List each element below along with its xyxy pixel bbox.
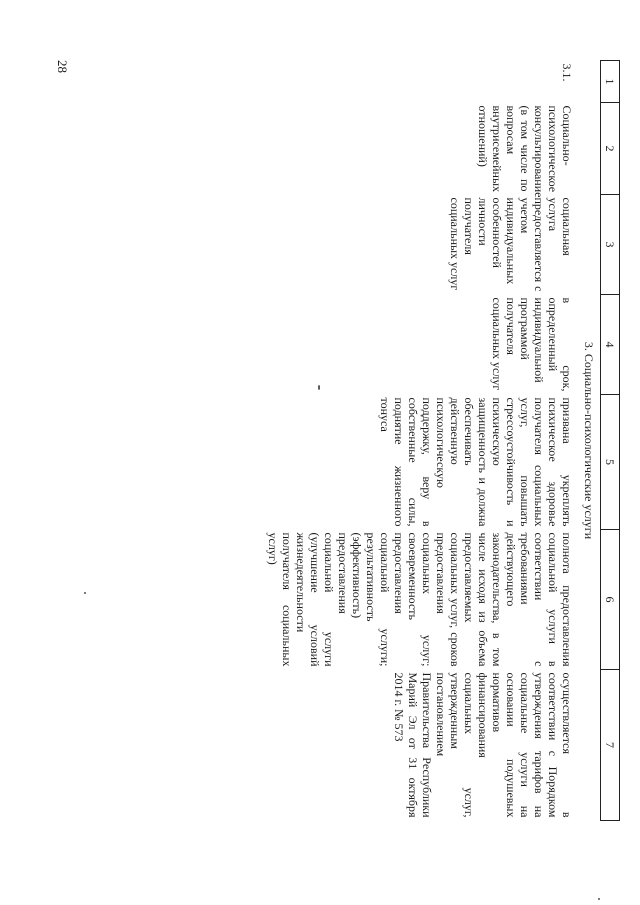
page-number: 28: [55, 60, 70, 73]
service-pricing: осуществляется в соответствии с Порядком утверждения тарифов на социальные услуги на основании подушевых нормативов финансирования социальных услуг, утвержденным постановлением Правительства Республики Марий Эл от 31 октября 2014 г. № 573: [392, 672, 574, 818]
scan-speck: [598, 898, 600, 900]
column-header: 5: [601, 395, 620, 530]
column-header: 7: [601, 670, 620, 821]
scan-speck: [84, 592, 86, 594]
services-table: [262, 60, 620, 821]
service-quality-indicators: призвана укреплять психическое здоровье получателя социальных услуг, повышать стрессоустойчивость и психическую защищенность и должна обеспечивать действенную психологическую поддержку, веру в собственные силы, поднятие жизненного тонуса: [378, 397, 574, 527]
column-header: 6: [601, 530, 620, 670]
section-heading-row: [578, 61, 601, 821]
column-header: 3: [601, 195, 620, 295]
row-number: 3.1.: [560, 63, 574, 82]
rotated-page-content: [160, 60, 620, 820]
column-header: 2: [601, 103, 620, 195]
service-name: Социально-психологическое консультирование (в том числе по вопросам внутрисемейных отношений): [476, 105, 574, 198]
column-header: 1: [601, 61, 620, 103]
column-number-row: [601, 61, 620, 821]
service-description: социальная услуга предоставляется с учетом индивидуальных особенностей личности получателя социальных услуг: [448, 197, 574, 292]
section-title: 3. Социально-психологические услуги: [582, 341, 596, 540]
column-header: 4: [601, 295, 620, 395]
table-row: [262, 61, 578, 821]
service-term: в срок, определенный индивидуальной программой получателя социальных услуг: [490, 297, 574, 392]
service-evaluation-conditions: полнота предоставления социальной услуги в соответствии с требованиями действующего законодательства, в том числе исходя из объема предоставляемых социальных услуг, сроков предоставления социальных услуг; своевременность предоставления социальной услуги; результативность (эффективность) предоставления социальной услуги (улучшение условий жизнедеятельности получателя социальных услуг): [266, 532, 574, 667]
